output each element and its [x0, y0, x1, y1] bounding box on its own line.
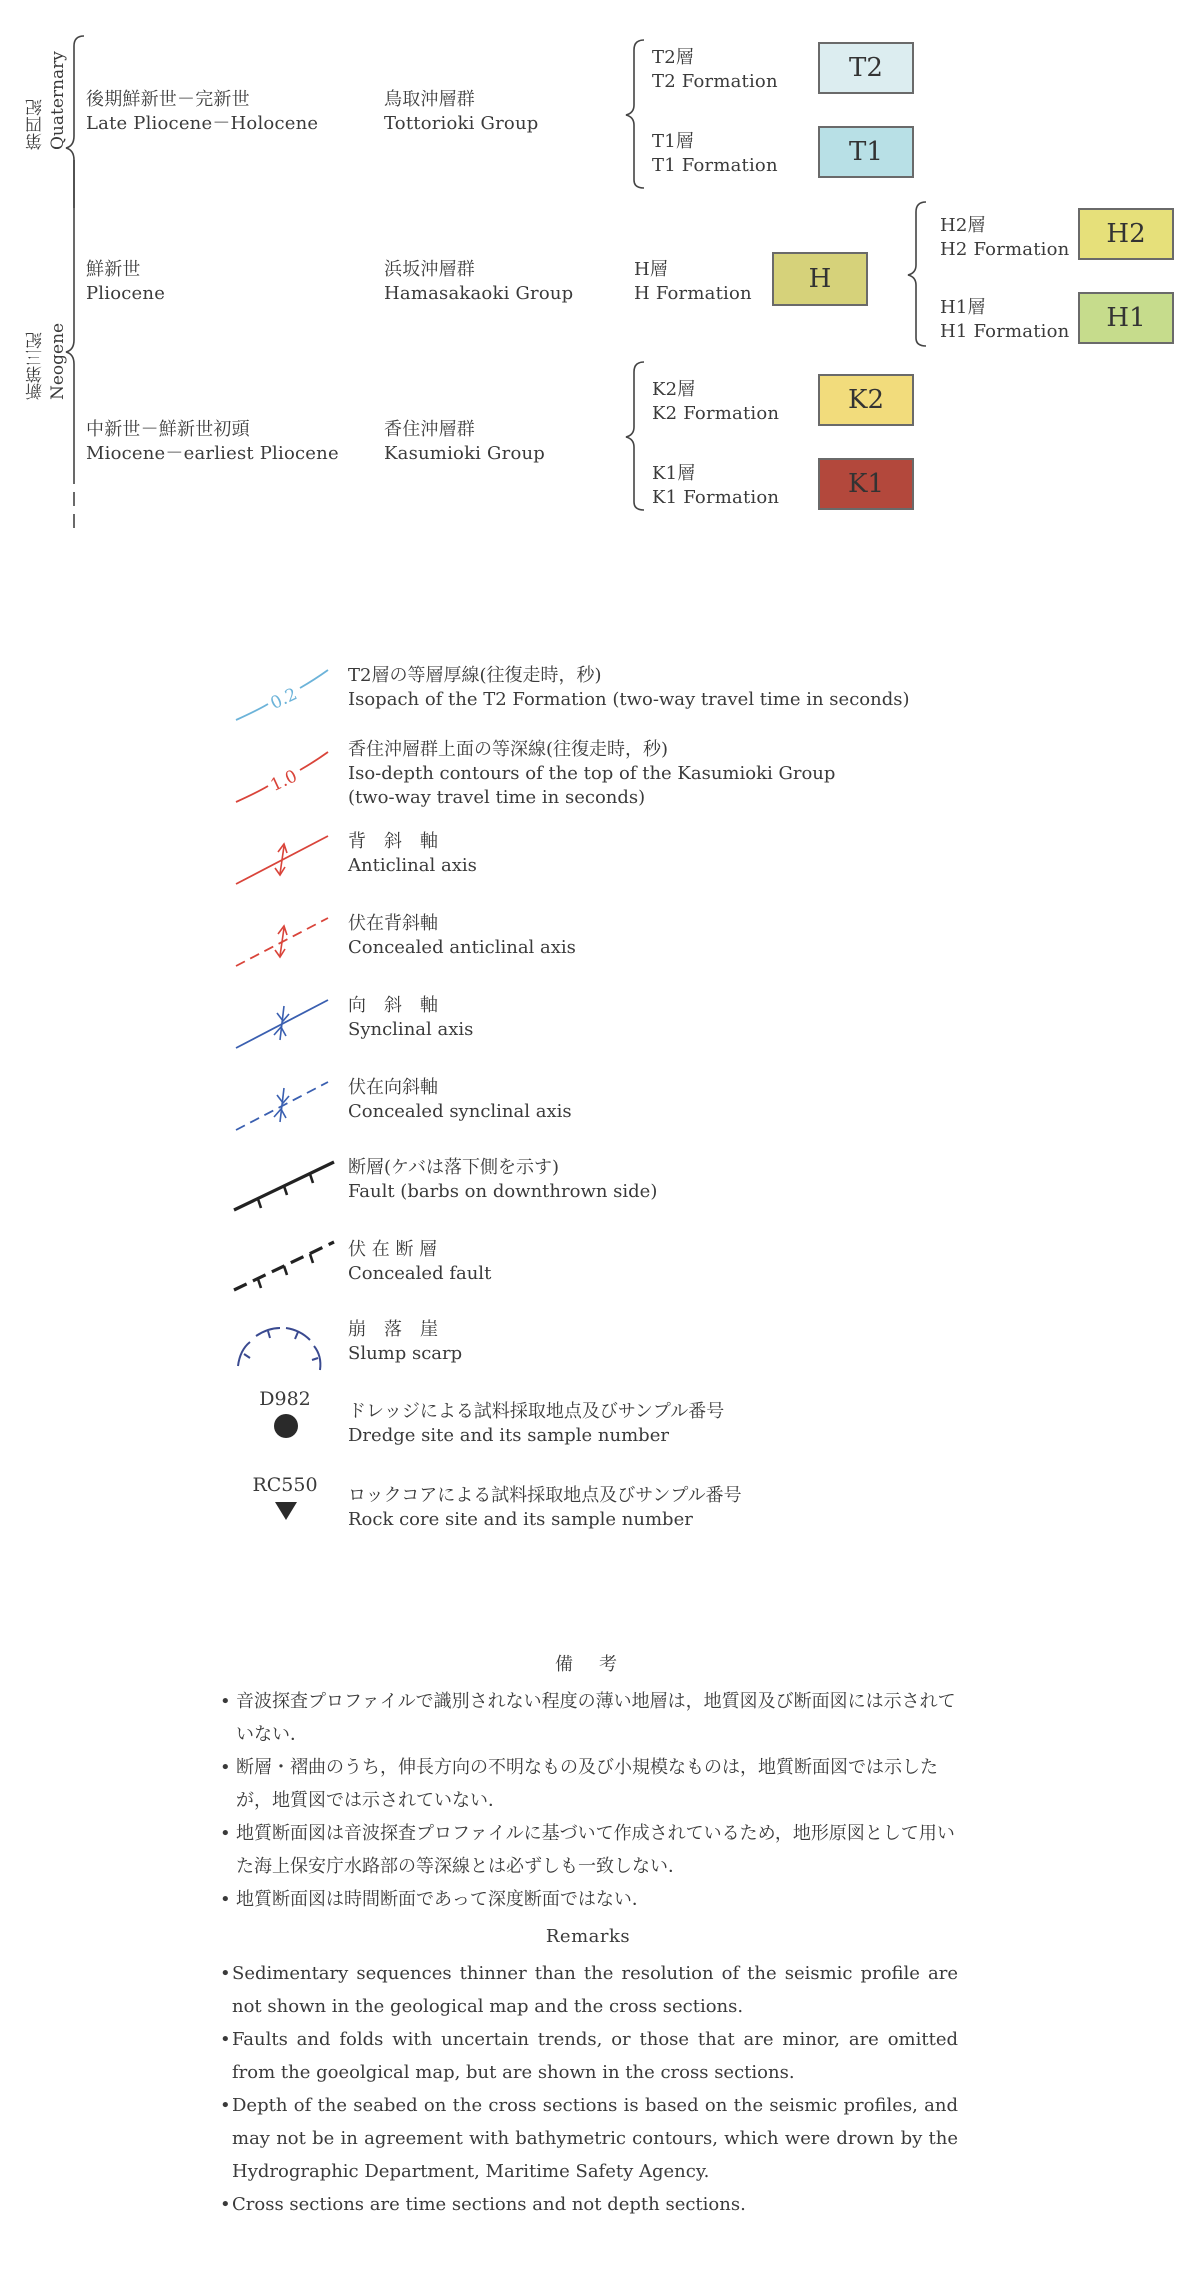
legend-fault-en: Fault (barbs on downthrown side) — [348, 1181, 658, 1202]
slump-scarp-arcs — [238, 1328, 320, 1370]
epoch-1-en: Pliocene — [86, 283, 166, 304]
remarks-en-item: • Sedimentary sequences thinner than the resolution of the seismic profile are not shown in the geological map and the cross sections. — [218, 1957, 958, 2023]
concealed-fault-symbol — [228, 1234, 340, 1296]
legend-item-rock-core — [348, 1484, 742, 1532]
remarks-ja-item: • 音波探査プロファイルで識別されない程度の薄い地層は，地質図及び断面図には示されていない． — [218, 1685, 958, 1751]
legend-iso-depth-en: Iso-depth contours of the top of the Kasumioki Group — [348, 763, 836, 784]
remarks-en-item: • Cross sections are time sections and not depth sections. — [218, 2188, 958, 2221]
formation-k1-en: K1 Formation — [652, 487, 780, 508]
formation-t2-en: T2 Formation — [652, 71, 778, 92]
iso-depth-label: 1.0 — [267, 766, 301, 796]
formation-t1-en: T1 Formation — [652, 155, 778, 176]
formation-h2-label — [940, 214, 1069, 262]
rock-core-site-icon — [274, 1500, 298, 1522]
epoch-0-en: Late Pliocene－Holocene — [86, 113, 319, 134]
formation-k1-ja: K1層 — [652, 463, 696, 484]
period-neogene-ja: 新第三紀 — [26, 332, 46, 400]
legend-dredge-ja: ドレッジによる試料採取地点及びサンプル番号 — [348, 1401, 725, 1422]
formation-h1-label — [940, 296, 1069, 344]
legend-concealed-anticline-ja: 伏在背斜軸 — [348, 913, 438, 934]
formation-k2-en: K2 Formation — [652, 403, 780, 424]
rock-core-sample-label: RC550 — [252, 1474, 318, 1496]
isopach-symbol — [228, 658, 338, 728]
legend-item-anticline — [348, 830, 477, 878]
formation-box-t1 — [818, 126, 914, 178]
legend-concealed-fault-ja: 伏 在 断 層 — [348, 1239, 438, 1260]
formation-t2-label — [652, 46, 778, 94]
legend-slump-scarp-ja: 崩 落 崖 — [348, 1319, 438, 1340]
legend-isopach-ja: T2層の等層厚線(往復走時，秒) — [348, 665, 602, 686]
brace-quaternary — [66, 36, 84, 208]
group-kasumioki — [384, 418, 545, 466]
legend-item-isopach — [348, 664, 910, 712]
stratigraphy-braces — [0, 0, 1197, 560]
legend-fault-ja: 断層(ケバは落下側を示す) — [348, 1157, 559, 1178]
concealed-fault-barbs — [258, 1254, 313, 1288]
concealed-syncline-arrows — [274, 1088, 289, 1122]
concealed-syncline-symbol — [228, 1072, 338, 1136]
group-2-en: Kasumioki Group — [384, 443, 545, 464]
legend-item-concealed-fault — [348, 1238, 491, 1286]
brace-k — [626, 362, 644, 510]
formation-box-t1-text: T1 — [849, 137, 883, 167]
period-quaternary-en-text: Quaternary — [48, 51, 68, 150]
syncline-arrows — [274, 1006, 289, 1040]
formation-h1-en: H1 Formation — [940, 321, 1070, 342]
remarks-japanese — [218, 1648, 958, 1916]
legend-item-iso-depth — [348, 738, 835, 810]
syncline-symbol — [228, 990, 338, 1054]
legend-item-concealed-syncline — [348, 1076, 572, 1124]
formation-h-ja: H層 — [634, 259, 669, 280]
legend-item-syncline — [348, 994, 473, 1042]
group-tottorioki — [384, 88, 538, 136]
remarks-english — [218, 1920, 958, 2221]
formation-box-h1-text: H1 — [1106, 303, 1146, 333]
formation-h-label — [634, 258, 752, 306]
legend-iso-depth-en2: (two-way travel time in seconds) — [348, 787, 646, 808]
remarks-ja-item: • 断層・褶曲のうち，伸長方向の不明なもの及び小規模なものは，地質断面図では示したが，地質図では示されていない． — [218, 1751, 958, 1817]
anticline-arrows — [275, 844, 287, 875]
epoch-2-en: Miocene－earliest Pliocene — [86, 443, 339, 464]
legend-slump-scarp-en: Slump scarp — [348, 1343, 463, 1364]
formation-t2-ja: T2層 — [652, 47, 695, 68]
formation-box-t2-text: T2 — [849, 53, 883, 83]
epoch-0-ja: 後期鮮新世－完新世 — [86, 89, 250, 110]
formation-k2-label — [652, 378, 779, 426]
isopach-label: 0.2 — [267, 684, 301, 714]
period-neogene-en-text: Neogene — [48, 322, 68, 400]
brace-t — [626, 40, 644, 188]
formation-box-h — [772, 252, 868, 306]
dredge-sample-label: D982 — [259, 1388, 311, 1410]
group-1-ja: 浜坂沖層群 — [384, 259, 475, 280]
formation-h-en: H Formation — [634, 283, 752, 304]
formation-box-h2-text: H2 — [1106, 219, 1146, 249]
group-1-en: Hamasakaoki Group — [384, 283, 574, 304]
legend-rock-core-en: Rock core site and its sample number — [348, 1509, 693, 1530]
legend-syncline-en: Synclinal axis — [348, 1019, 474, 1040]
brace-neogene — [66, 160, 74, 470]
group-0-en: Tottorioki Group — [384, 113, 539, 134]
remarks-ja-item: • 地質断面図は音波探査プロファイルに基づいて作成されているため，地形原図として用いた海上保安庁水路部の等深線とは必ずしも一致しない． — [218, 1817, 958, 1883]
formation-box-k1-text: K1 — [848, 469, 884, 499]
formation-box-h-text: H — [808, 264, 832, 294]
formation-t1-label — [652, 130, 778, 178]
legend-iso-depth-ja: 香住沖層群上面の等深線(往復走時，秒) — [348, 739, 669, 760]
concealed-anticline-arrows — [275, 926, 287, 957]
anticline-symbol — [228, 826, 338, 890]
epoch-1-ja: 鮮新世 — [86, 259, 141, 280]
formation-t1-ja: T1層 — [652, 131, 695, 152]
formation-box-h1 — [1078, 292, 1174, 344]
formation-box-k2 — [818, 374, 914, 426]
iso-depth-symbol — [228, 740, 338, 810]
legend-concealed-fault-en: Concealed fault — [348, 1263, 492, 1284]
remarks-en-item: • Faults and folds with uncertain trends, or those that are minor, are omitted from the goeolgical map, but are shown in the cross sections. — [218, 2023, 958, 2089]
formation-box-h2 — [1078, 208, 1174, 260]
epoch-late-pliocene-holocene — [86, 88, 318, 136]
group-2-ja: 香住沖層群 — [384, 419, 475, 440]
legend-concealed-anticline-en: Concealed anticlinal axis — [348, 937, 576, 958]
legend-concealed-syncline-en: Concealed synclinal axis — [348, 1101, 572, 1122]
remarks-ja-title: 備 考 — [555, 1654, 621, 1675]
remarks-ja-item: • 地質断面図は時間断面であって深度断面ではない． — [218, 1883, 958, 1916]
remarks-en-title: Remarks — [545, 1926, 631, 1947]
remarks-en-item: • Depth of the seabed on the cross sections is based on the seismic profiles, and may not be in agreement with bathymetric contours, which were drown by the Hydrographic Department, Maritime Safety Agency. — [218, 2089, 958, 2188]
brace-h — [908, 202, 926, 346]
slump-scarp-symbol — [228, 1314, 338, 1380]
fault-barbs — [258, 1174, 313, 1208]
concealed-anticline-symbol — [228, 908, 338, 972]
formation-h1-ja: H1層 — [940, 297, 986, 318]
legend-item-fault — [348, 1156, 657, 1204]
fault-symbol — [228, 1154, 340, 1216]
formation-box-t2 — [818, 42, 914, 94]
legend-concealed-syncline-ja: 伏在向斜軸 — [348, 1077, 438, 1098]
period-quaternary-ja: 第四紀 — [26, 99, 46, 150]
group-0-ja: 鳥取沖層群 — [384, 89, 475, 110]
legend-syncline-ja: 向 斜 軸 — [348, 995, 438, 1016]
epoch-2-ja: 中新世－鮮新世初頭 — [86, 419, 250, 440]
formation-h2-en: H2 Formation — [940, 239, 1070, 260]
legend-dredge-en: Dredge site and its sample number — [348, 1425, 669, 1446]
epoch-pliocene — [86, 258, 165, 306]
formation-k2-ja: K2層 — [652, 379, 696, 400]
legend-isopach-en: Isopach of the T2 Formation (two-way travel time in seconds) — [348, 689, 910, 710]
legend-anticline-en: Anticlinal axis — [348, 855, 477, 876]
formation-k1-label — [652, 462, 779, 510]
legend-item-dredge — [348, 1400, 724, 1448]
legend-item-slump-scarp — [348, 1318, 462, 1366]
legend-anticline-ja: 背 斜 軸 — [348, 831, 438, 852]
legend-rock-core-ja: ロックコアによる試料採取地点及びサンプル番号 — [348, 1485, 742, 1506]
dredge-site-icon — [274, 1414, 298, 1438]
group-hamasakaoki — [384, 258, 573, 306]
legend-item-concealed-anticline — [348, 912, 576, 960]
formation-box-k1 — [818, 458, 914, 510]
epoch-miocene-earliest-pliocene — [86, 418, 339, 466]
formation-h2-ja: H2層 — [940, 215, 986, 236]
formation-box-k2-text: K2 — [848, 385, 884, 415]
